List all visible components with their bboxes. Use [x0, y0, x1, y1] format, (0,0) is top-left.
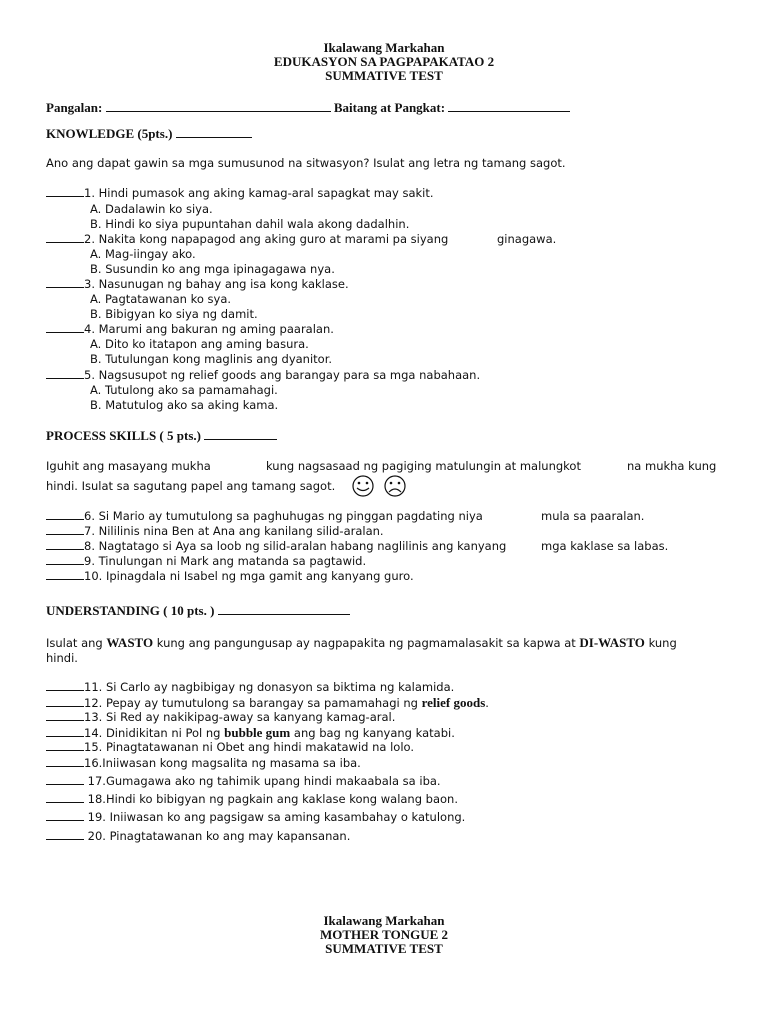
question-19-text: 19. Iniiwasan ko ang pagsigaw sa aming kasambahay o katulong.: [84, 810, 466, 824]
answer-blank-12[interactable]: [46, 696, 84, 707]
instr-post: kung: [644, 636, 677, 650]
question-6-tail: mula sa paaralan.: [541, 509, 645, 523]
process-instruction-2: kung nagsasaad ng pagiging matulungin at malungkot: [266, 459, 581, 473]
question-1-text: 1. Hindi pumasok ang aking kamag-aral sapagkat may sakit.: [84, 186, 434, 200]
answer-blank-18[interactable]: [46, 792, 84, 803]
question-19: [46, 810, 465, 824]
option-5a: A. Tutulong ako sa pamamahagi.: [90, 383, 278, 397]
question-18-text: 18.Hindi ko bibigyan ng pagkain ang kaklase kong walang baon.: [84, 792, 459, 806]
question-10-text: 10. Ipinagdala ni Isabel ng mga gamit ang kanyang guro.: [84, 569, 414, 583]
knowledge-instruction: Ano ang dapat gawin sa mga sumusunod na sitwasyon? Isulat ang letra ng tamang sagot.: [46, 156, 566, 170]
answer-blank-14[interactable]: [46, 726, 84, 737]
test-title: SUMMATIVE TEST: [325, 68, 443, 83]
question-6-text: 6. Si Mario ay tumutulong sa paghuhugas ng pinggan pagdating niya: [84, 509, 483, 523]
understanding-instruction-line2: hindi.: [46, 651, 78, 665]
process-score-field[interactable]: [204, 428, 277, 440]
question-11: [46, 680, 454, 694]
answer-blank-4[interactable]: [46, 322, 84, 333]
question-9: [46, 554, 366, 568]
understanding-instruction: [46, 635, 677, 651]
option-4b: B. Tutulungan kong maglinis ang dyanitor.: [90, 352, 333, 366]
question-9-text: 9. Tinulungan ni Mark ang matanda sa pagtawid.: [84, 554, 367, 568]
question-13-text: 13. Si Red ay nakikipag-away sa kanyang kamag-aral.: [84, 710, 396, 724]
answer-blank-13[interactable]: [46, 710, 84, 721]
question-7: [46, 524, 384, 538]
question-5-text: 5. Nagsusupot ng relief goods ang barangay para sa mga nabahaan.: [84, 368, 481, 382]
question-2: [46, 232, 448, 246]
question-15-text: 15. Pinagtatawanan ni Obet ang hindi makatawid na lolo.: [84, 740, 415, 754]
answer-blank-9[interactable]: [46, 554, 84, 565]
name-field[interactable]: [106, 100, 331, 112]
question-6: [46, 509, 483, 523]
faces-graphic: [345, 475, 411, 502]
question-14-bold: bubble gum: [224, 725, 291, 740]
question-17: [46, 774, 441, 788]
question-12-text: 12. Pepay ay tumutulong sa barangay sa pamamahagi ng: [84, 696, 422, 710]
instr-wasto: WASTO: [106, 635, 154, 650]
option-1a: A. Dadalawin ko siya.: [90, 202, 213, 216]
question-14-post: ang bag ng kanyang katabi.: [290, 726, 455, 740]
option-2b: B. Susundin ko ang mga ipinagagawa nya.: [90, 262, 335, 276]
answer-blank-1[interactable]: [46, 186, 84, 197]
question-8: [46, 539, 506, 553]
question-2-tail: ginagawa.: [497, 232, 557, 246]
question-17-text: 17.Gumagawa ako ng tahimik upang hindi makaabala sa iba.: [84, 774, 441, 788]
question-15: [46, 740, 414, 754]
answer-blank-10[interactable]: [46, 569, 84, 580]
next-subject-title: MOTHER TONGUE 2: [319, 927, 449, 942]
process-heading: [46, 428, 277, 444]
answer-blank-11[interactable]: [46, 680, 84, 691]
understanding-score-field[interactable]: [218, 603, 350, 615]
answer-blank-19[interactable]: [46, 810, 84, 821]
process-instruction-line2: hindi. Isulat sa sagutang papel ang tamang sagot.: [46, 479, 336, 493]
process-instruction-3: na mukha kung: [627, 459, 717, 473]
answer-blank-7[interactable]: [46, 524, 84, 535]
answer-blank-6[interactable]: [46, 509, 84, 520]
question-14-text: 14. Dinidikitan ni Pol ng: [84, 726, 225, 740]
question-4-text: 4. Marumi ang bakuran ng aming paaralan.: [84, 322, 334, 336]
option-2a: A. Mag-iingay ako.: [90, 247, 196, 261]
answer-blank-16[interactable]: [46, 756, 84, 767]
question-12-post: .: [485, 696, 489, 710]
answer-blank-2[interactable]: [46, 232, 84, 243]
sad-face-icon: [385, 476, 405, 496]
option-3a: A. Pagtatawanan ko sya.: [90, 292, 232, 306]
student-info-line: [46, 100, 570, 116]
grade-label: Baitang at Pangkat:: [333, 100, 446, 115]
understanding-heading: [46, 603, 350, 619]
answer-blank-3[interactable]: [46, 277, 84, 288]
question-20: [46, 829, 350, 843]
option-1b: B. Hindi ko siya pupuntahan dahil wala akong dadalhin.: [90, 217, 410, 231]
question-7-text: 7. Nililinis nina Ben at Ana ang kanilang silid-aralan.: [84, 524, 384, 538]
question-16: [46, 756, 361, 770]
next-test-title: SUMMATIVE TEST: [325, 941, 443, 956]
question-4: [46, 322, 334, 336]
next-quarter-title: Ikalawang Markahan: [323, 913, 445, 928]
answer-blank-15[interactable]: [46, 740, 84, 751]
answer-blank-20[interactable]: [46, 829, 84, 840]
process-heading-text: PROCESS SKILLS ( 5 pts.): [46, 428, 201, 443]
option-3b: B. Bibigyan ko siya ng damit.: [90, 307, 258, 321]
question-3: [46, 277, 349, 291]
instr-di-wasto: DI-WASTO: [579, 635, 645, 650]
question-5: [46, 368, 480, 382]
question-10: [46, 569, 414, 583]
knowledge-score-field[interactable]: [176, 126, 252, 138]
question-18: [46, 792, 458, 806]
header: [0, 41, 768, 83]
name-label: Pangalan:: [46, 100, 103, 115]
question-12: [46, 695, 489, 711]
happy-face-icon: [353, 476, 373, 496]
quarter-title: Ikalawang Markahan: [323, 40, 445, 55]
option-4a: A. Dito ko itatapon ang aming basura.: [90, 337, 309, 351]
instr-pre: Isulat ang: [46, 636, 107, 650]
question-20-text: 20. Pinagtatawanan ko ang may kapansanan.: [84, 829, 351, 843]
answer-blank-8[interactable]: [46, 539, 84, 550]
subject-title: EDUKASYON SA PAGPAPAKATAO 2: [273, 54, 495, 69]
question-2-text: 2. Nakita kong napapagod ang aking guro at marami pa siyang: [84, 232, 449, 246]
option-5b: B. Matutulog ako sa aking kama.: [90, 398, 279, 412]
question-8-tail: mga kaklase sa labas.: [541, 539, 669, 553]
grade-field[interactable]: [448, 100, 570, 112]
next-test-header: [0, 914, 768, 956]
process-instruction-1: Iguhit ang masayang mukha: [46, 459, 211, 473]
understanding-heading-text: UNDERSTANDING ( 10 pts. ): [46, 603, 215, 618]
question-16-text: 16.Iniiwasan kong magsalita ng masama sa iba.: [84, 756, 361, 770]
instr-mid: kung ang pangungusap ay nagpapakita ng pagmamalasakit sa kapwa at: [153, 636, 580, 650]
answer-blank-5[interactable]: [46, 368, 84, 379]
knowledge-heading: [46, 126, 252, 142]
question-3-text: 3. Nasunugan ng bahay ang isa kong kaklase.: [84, 277, 349, 291]
question-11-text: 11. Si Carlo ay nagbibigay ng donasyon sa biktima ng kalamida.: [84, 680, 455, 694]
knowledge-heading-text: KNOWLEDGE (5pts.): [46, 126, 173, 141]
question-14: [46, 725, 455, 741]
question-1: [46, 186, 434, 200]
face-icons: [345, 475, 411, 497]
question-13: [46, 710, 395, 724]
answer-blank-17[interactable]: [46, 774, 84, 785]
question-12-bold: relief goods: [421, 695, 486, 710]
question-8-text: 8. Nagtatago si Aya sa loob ng silid-aralan habang naglilinis ang kanyang: [84, 539, 507, 553]
